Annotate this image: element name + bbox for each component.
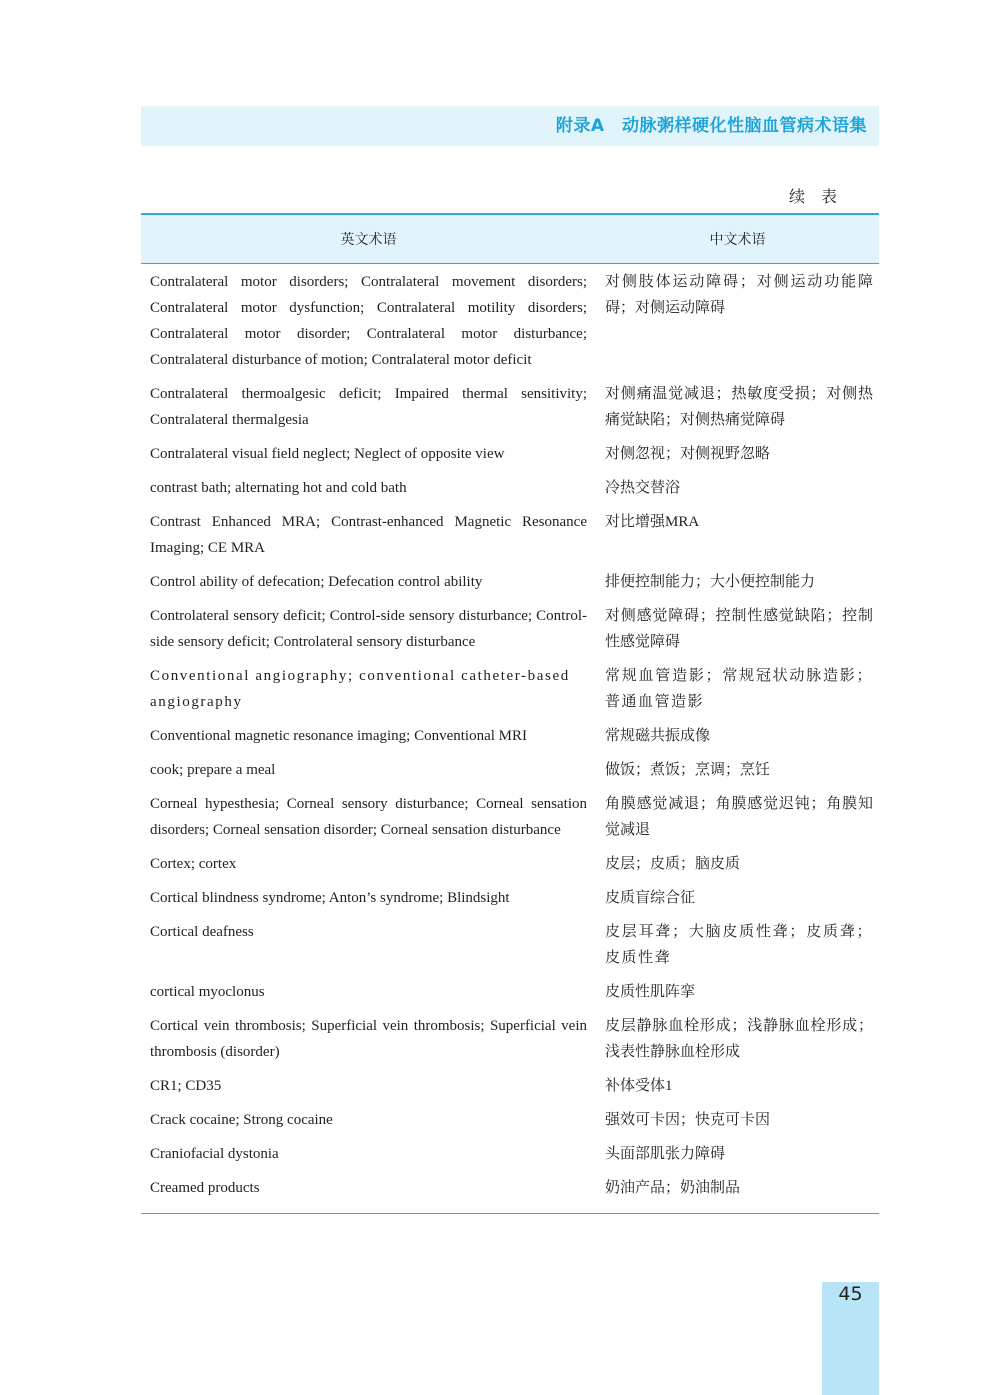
chinese-term: 皮质盲综合征 (605, 890, 696, 906)
english-term: Cortical vein thrombosis; Superficial vein thrombosis; Superficial vein thrombosis (disorder) (150, 1018, 587, 1060)
table-row (141, 757, 879, 791)
english-term: CR1; CD35 (150, 1078, 222, 1094)
table-body (141, 264, 879, 1213)
chinese-term: 补体受体1 (605, 1078, 673, 1094)
table-row (141, 979, 879, 1013)
chinese-term: 对侧感觉障碍；控制性感觉缺陷；控制性感觉障碍 (605, 608, 873, 650)
english-term: cook; prepare a meal (150, 762, 276, 778)
table-row (141, 569, 879, 603)
chinese-term: 强效可卡因；快克可卡因 (605, 1112, 771, 1128)
table-row (141, 1013, 879, 1073)
chinese-term: 冷热交替浴 (605, 480, 681, 496)
chinese-term: 对侧肢体运动障碍；对侧运动功能障碍；对侧运动障碍 (605, 274, 873, 316)
table-row (141, 509, 879, 569)
english-term: Control ability of defecation; Defecation control ability (150, 574, 483, 590)
page-number: 45 (838, 1283, 863, 1305)
english-term: contrast bath; alternating hot and cold bath (150, 480, 407, 496)
chinese-term: 常规磁共振成像 (605, 728, 711, 744)
table-row (141, 475, 879, 509)
table-row (141, 723, 879, 757)
english-term: Contrast Enhanced MRA; Contrast-enhanced Magnetic Resonance Imaging; CE MRA (150, 514, 587, 556)
chinese-term: 做饭；煮饭；烹调；烹饪 (605, 762, 771, 778)
chinese-term: 常规血管造影；常规冠状动脉造影；普通血管造影 (605, 668, 873, 710)
table-row (141, 919, 879, 979)
table-header (141, 215, 879, 264)
chinese-term: 角膜感觉减退；角膜感觉迟钝；角膜知觉减退 (605, 796, 873, 838)
table-row (141, 1141, 879, 1175)
table-row (141, 1073, 879, 1107)
english-term: Conventional magnetic resonance imaging; Conventional MRI (150, 728, 527, 744)
english-term: Cortical deafness (150, 924, 254, 940)
chinese-term: 排便控制能力；大小便控制能力 (605, 574, 816, 590)
table-row (141, 1107, 879, 1141)
table-row (141, 1175, 879, 1209)
english-term: Contralateral thermoalgesic deficit; Impaired thermal sensitivity; Contralateral thermalgesia (150, 386, 587, 428)
chinese-term: 对比增强MRA (605, 514, 700, 530)
chinese-term: 对侧痛温觉减退；热敏度受损；对侧热痛觉缺陷；对侧热痛觉障碍 (605, 386, 873, 428)
english-term: Corneal hypesthesia; Corneal sensory disturbance; Corneal sensation disorders; Corneal sensation disorder; Corneal sensation disturbance (150, 796, 587, 838)
terminology-table (141, 213, 879, 1214)
chinese-term: 皮层耳聋；大脑皮质性聋；皮质聋；皮质性聋 (605, 924, 873, 966)
english-term: Conventional angiography; conventional catheter-based angiography (150, 668, 570, 710)
chinese-term: 皮层静脉血栓形成；浅静脉血栓形成；浅表性静脉血栓形成 (605, 1018, 873, 1060)
page-number-tab (822, 1282, 879, 1395)
english-term: Cortical blindness syndrome; Anton’s syndrome; Blindsight (150, 890, 510, 906)
table-row (141, 663, 879, 723)
english-term: Controlateral sensory deficit; Control-side sensory disturbance; Control-side sensory deficit; Controlateral sensory disturbance (150, 608, 587, 650)
column-header-english: 英文术语 (340, 232, 397, 248)
table-row (141, 381, 879, 441)
chinese-term: 头面部肌张力障碍 (605, 1146, 726, 1162)
english-term: Contralateral motor disorders; Contralateral movement disorders; Contralateral motor dysfunction; Contralateral motility disorders; Contralateral motor disorder; Contralateral motor disturbance; Contralateral disturbance of motion; Contralateral motor deficit (150, 274, 587, 368)
table-row (141, 791, 879, 851)
table-row (141, 885, 879, 919)
chinese-term: 奶油产品；奶油制品 (605, 1180, 741, 1196)
table-row (141, 851, 879, 885)
column-header-chinese: 中文术语 (709, 232, 766, 248)
english-term: Cortex; cortex (150, 856, 237, 872)
running-header-title: 附录A 动脉粥样硬化性脑血管病术语集 (555, 116, 867, 136)
english-term: Craniofacial dystonia (150, 1146, 279, 1162)
english-term: cortical myoclonus (150, 984, 265, 1000)
chinese-term: 皮层；皮质；脑皮质 (605, 856, 741, 872)
table-row (141, 603, 879, 663)
table-continued-label: 续表 (789, 187, 854, 206)
table-row (141, 441, 879, 475)
english-term: Contralateral visual field neglect; Neglect of opposite view (150, 446, 505, 462)
chinese-term: 对侧忽视；对侧视野忽略 (605, 446, 771, 462)
running-header (141, 106, 879, 146)
chinese-term: 皮质性肌阵挛 (605, 984, 696, 1000)
table-row (141, 269, 879, 381)
english-term: Crack cocaine; Strong cocaine (150, 1112, 333, 1128)
english-term: Creamed products (150, 1180, 260, 1196)
